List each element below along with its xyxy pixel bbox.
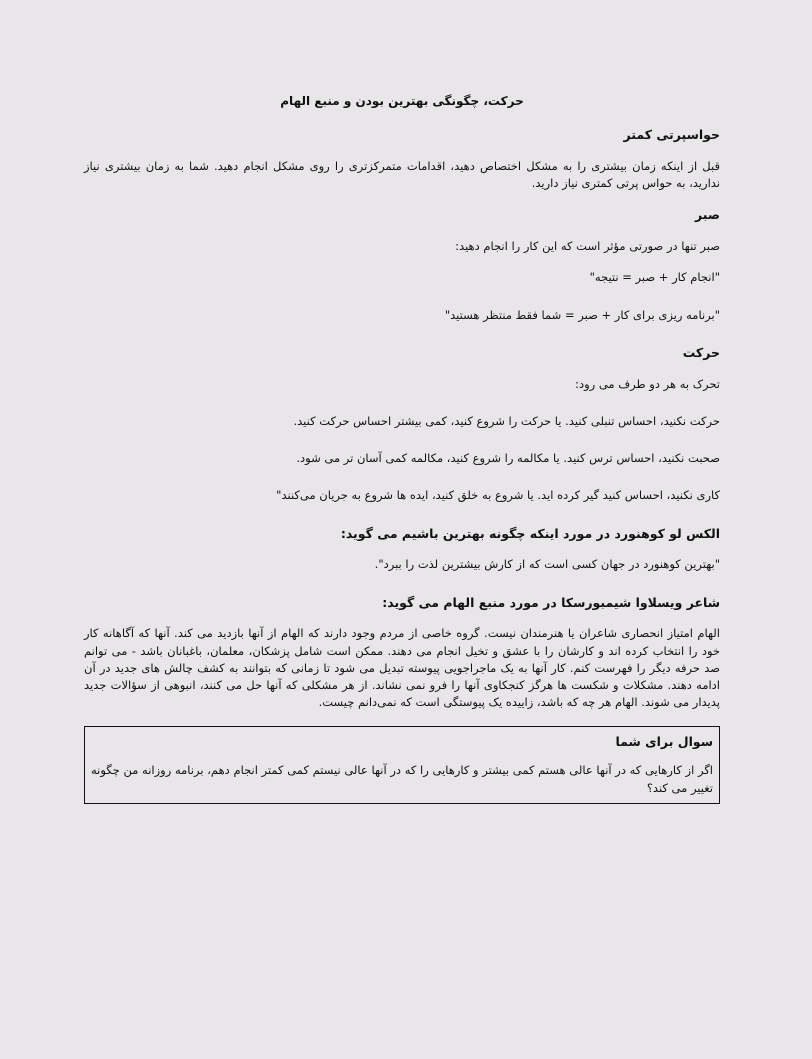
page-title: حرکت، چگونگی بهترین بودن و منبع الهام [280, 94, 524, 108]
paragraph-distraction: قبل از اینکه زمان بیشتری را به مشکل اختصاص دهید، اقدامات متمرکزتری را روی مشکل انجام دهید. شما به زمان بیشتری نیاز ندارید، به حواس پرتی کمتری نیاز دارید. [84, 158, 720, 190]
heading-distraction: حواسپرتی کمتر [623, 127, 720, 142]
question-box-text: اگر از کارهایی که در آنها عالی هستم کمی بیشتر و کارهایی را که در آنها عالی نیستم کمی کمتر انجام دهم، برنامه روزانه من چگونه تغییر می کند؟ [91, 763, 713, 795]
quote-patience-2: "برنامه ریزی برای کار + صبر = شما فقط منتظر هستید" [444, 307, 720, 322]
quote-alex: "بهترین کوهنورد در جهان کسی است که از کارش بیشترین لذت را ببرد". [374, 557, 720, 572]
question-box-heading: سوال برای شما [615, 733, 713, 749]
heading-alex: الکس لو کوهنورد در مورد اینکه چگونه بهترین باشیم می گوید: [340, 525, 720, 541]
paragraph-movement-line-3: کاری نکنید، احساس کنید گیر کرده اید. یا شروع به خلق کنید، ایده ها شروع به جریان می‌کنند" [276, 488, 720, 503]
paragraph-movement-intro: تحرک به هر دو طرف می رود: [575, 376, 720, 391]
paragraph-movement-line-1: حرکت نکنید، احساس تنبلی کنید. یا حرکت را شروع کنید، کمی بیشتر احساس حرکت کنید. [293, 413, 720, 428]
document-page [84, 92, 720, 804]
heading-patience: صبر [695, 207, 720, 223]
question-box [84, 726, 720, 804]
paragraph-movement-line-2: صحبت نکنید، احساس ترس کنید. یا مکالمه را شروع کنید، مکالمه کمی آسان تر می شود. [296, 451, 720, 465]
paragraph-patience-intro: صبر تنها در صورتی مؤثر است که این کار را انجام دهید: [455, 239, 720, 253]
quote-patience-1: "انجام کار + صبر = نتیجه" [589, 270, 720, 285]
paragraph-poet: الهام امتیاز انحصاری شاعران یا هنرمندان نیست. گروه خاصی از مردم وجود دارند که الهام از آنها بازدید می کند. آنها که آگاهانه کار خود را انتخاب کرده اند و کارشان را با عشق و تخیل انجام می دهند. ممکن است شامل پزشکان، معلمان، باغبانان باشد - می توانم صد حرفه دیگر را فهرست کنم. کار آنها به یک ماجراجویی پیوسته تبدیل می شود تا زمانی که بتوانند به کشف چالش های جدید در آن ادامه دهند. مشکلات و شکست ها هرگز کنجکاوی آنها را فرو نمی نشاند. از هر مشکلی که آنها حل می کنند، انبوهی از سؤالات جدید پدیدار می شوند. الهام هر چه که باشد، زاییده یک پیوستگی است که نمی‌دانم چیست. [84, 626, 720, 710]
heading-movement: حرکت [682, 344, 720, 360]
heading-poet: شاعر ویسلاوا شیمبورسکا در مورد منبع الهام می گوید: [382, 594, 720, 610]
